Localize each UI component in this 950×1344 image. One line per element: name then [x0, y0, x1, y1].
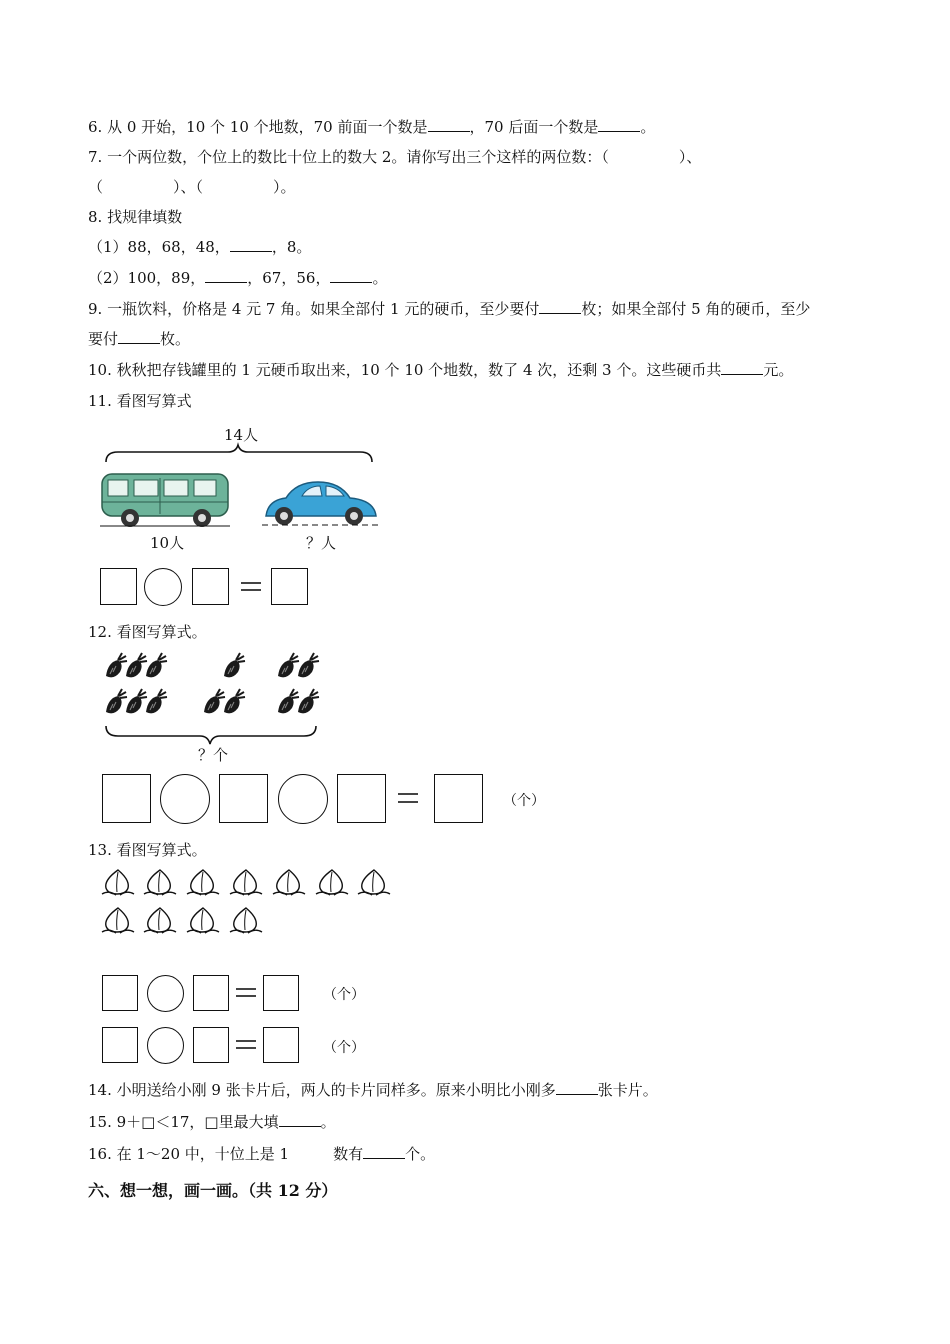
operator-circle[interactable] — [144, 568, 182, 606]
operator-circle[interactable] — [278, 774, 328, 824]
answer-blank[interactable] — [279, 1112, 321, 1127]
brace-icon — [104, 724, 320, 746]
answer-box[interactable] — [102, 774, 151, 823]
section-heading: 六、想一想，画一画。（共 12 分） — [88, 1181, 338, 1200]
answer-blank[interactable] — [230, 237, 272, 252]
answer-box[interactable] — [192, 568, 229, 605]
total-people-label: 14人 — [224, 426, 259, 444]
question-13-title: 13. 看图写算式。 — [88, 841, 207, 859]
question-6: 6. 从 0 开始，10 个 10 个地数，70 前面一个数是 ，70 后面一个数是 。 — [88, 118, 656, 136]
operator-circle[interactable] — [160, 774, 210, 824]
unit-label: （个） — [323, 1040, 365, 1056]
answer-box[interactable] — [102, 975, 138, 1011]
question-11-title: 11. 看图写算式 — [88, 392, 192, 410]
question-9: 9. 一瓶饮料，价格是 4 元 7 角。如果全部付 1 元的硬币，至少要付 枚；如果全部付 5 角的硬币，至少 — [88, 300, 811, 318]
answer-blank[interactable] — [363, 1144, 405, 1159]
question-15: 15. 9＋□＜17，□里最大填 。 — [88, 1113, 336, 1131]
answer-blank[interactable] — [428, 117, 470, 132]
answer-box[interactable] — [100, 568, 137, 605]
unit-label: （个） — [503, 793, 545, 809]
answer-box[interactable] — [102, 1027, 138, 1063]
question-7-cont: （ ）、（ ）。 — [88, 178, 296, 196]
equals-sign — [236, 1040, 256, 1049]
car-icon — [262, 478, 382, 530]
question-8-1: （1）88，68，48， ，8。 — [88, 238, 312, 256]
answer-blank[interactable] — [118, 329, 160, 344]
answer-blank[interactable] — [721, 360, 763, 375]
equals-sign — [236, 988, 256, 997]
answer-box[interactable] — [337, 774, 386, 823]
equals-sign — [398, 793, 418, 803]
answer-box[interactable] — [434, 774, 483, 823]
car-people-label: ？人 — [306, 534, 337, 552]
total-count-label: ？个 — [198, 746, 229, 764]
answer-blank[interactable] — [330, 268, 372, 283]
equals-sign — [241, 582, 261, 591]
answer-box[interactable] — [219, 774, 268, 823]
question-8-title: 8. 找规律填数 — [88, 208, 183, 226]
answer-box[interactable] — [263, 975, 299, 1011]
operator-circle[interactable] — [147, 975, 184, 1012]
carrots-group-icon — [100, 650, 330, 730]
question-12-title: 12. 看图写算式。 — [88, 623, 207, 641]
question-9-cont: 要付 枚。 — [88, 330, 191, 348]
answer-box[interactable] — [193, 975, 229, 1011]
answer-box[interactable] — [271, 568, 308, 605]
question-8-2: （2）100，89， ，67，56， 。 — [88, 269, 388, 287]
answer-blank[interactable] — [539, 299, 581, 314]
question-16: 16. 在 1～20 中，十位上是 1 数有 个。 — [88, 1145, 436, 1163]
van-icon — [100, 470, 232, 530]
answer-blank[interactable] — [598, 117, 640, 132]
operator-circle[interactable] — [147, 1027, 184, 1064]
question-14: 14. 小明送给小刚 9 张卡片后，两人的卡片同样多。原来小明比小刚多 张卡片。 — [88, 1081, 658, 1099]
peaches-group-icon — [100, 866, 400, 938]
brace-icon — [104, 444, 376, 466]
answer-box[interactable] — [193, 1027, 229, 1063]
question-10: 10. 秋秋把存钱罐里的 1 元硬币取出来，10 个 10 个地数，数了 4 次，还剩 3 个。这些硬币共 元。 — [88, 361, 794, 379]
question-7: 7. 一个两位数，个位上的数比十位上的数大 2。请你写出三个这样的两位数：（ ）、 — [88, 148, 702, 166]
van-people-label: 10人 — [150, 534, 185, 552]
unit-label: （个） — [323, 987, 365, 1003]
answer-box[interactable] — [263, 1027, 299, 1063]
answer-blank[interactable] — [556, 1080, 598, 1095]
answer-blank[interactable] — [205, 268, 247, 283]
